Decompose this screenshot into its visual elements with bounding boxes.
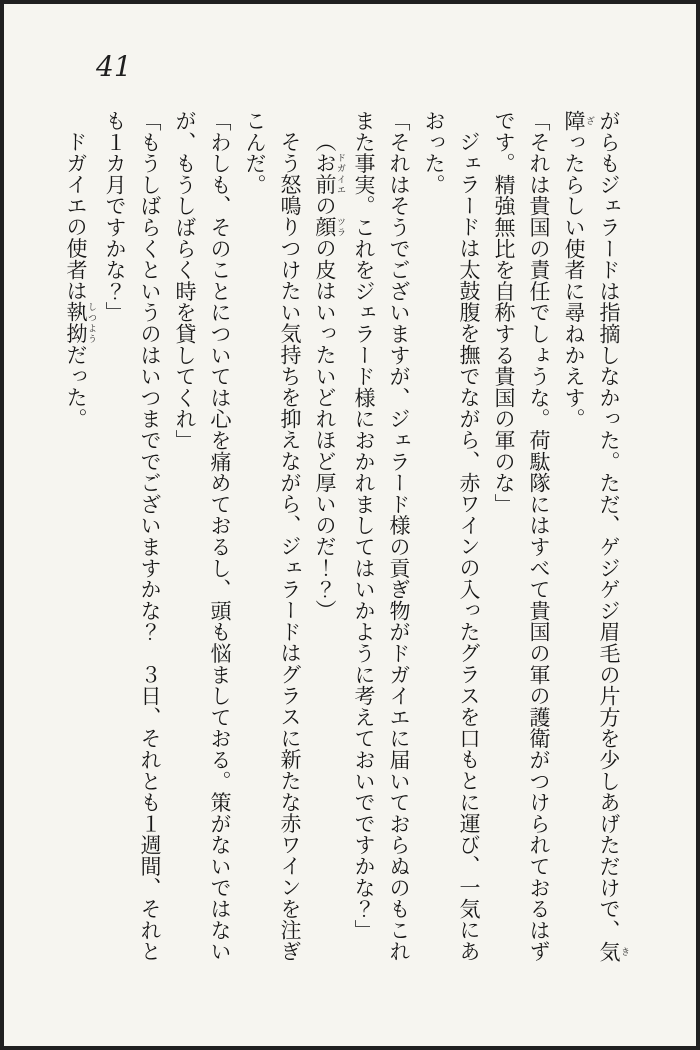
paragraph: 「わしも、そのことについては心を痛めておるし、頭も悩ましておる。策がないではないが、もうしばらく時を貸してくれ」 [173,110,232,962]
ruby-annotated-word: 障 ざ [562,110,595,132]
paragraph: がらもジェラードは指摘しなかった。ただ、ゲジゲジ眉毛の片方を少しあげただけで、気 き障 ざったらしい使者に尋ねかえす。 [562,110,630,963]
paragraph: ドガイエの使者は執拗 しつようだった。 [64,131,97,430]
ruby-annotated-word: 執拗 しつよう [64,301,97,345]
paragraph: 「それは貴国の責任でしょうな。荷駄隊にはすべて貴国の軍の護衛がつけられておるはずです。精強無比を自称する貴国の軍のな」 [492,110,551,962]
ruby-annotated-word: 気 き [597,940,630,963]
paragraph: ジェラードは太鼓腹を撫でながら、赤ワインの入ったグラスを口もとに運び、一気にあおった。 [422,110,481,962]
ruby-annotated-word: お前 ドガイエ [313,152,346,195]
paragraph: 「もうしばらくというのはいつまででございますかな？ ３日、それとも１週間、それとも１カ月ですかな？」 [103,110,162,962]
paragraph: （お前 ドガイエの顔 ツラの皮はいったいどれほど厚いのだ！？） [313,131,346,621]
page-number: 41 [96,50,132,83]
novel-text-block [58,110,630,966]
paragraph: 「それはそうでございますが、ジェラード様の貢ぎ物がドガイエに届いておらぬのもこれまた事実。これをジェラード様におかれましてはいかように考えておいでですかな？」 [352,110,411,962]
paragraph: そう怒鳴りつけたい気持ちを抑えながら、ジェラードはグラスに新たな赤ワインを注ぎこんだ。 [243,110,302,962]
ruby-annotated-word: 顔 ツラ [313,216,346,238]
